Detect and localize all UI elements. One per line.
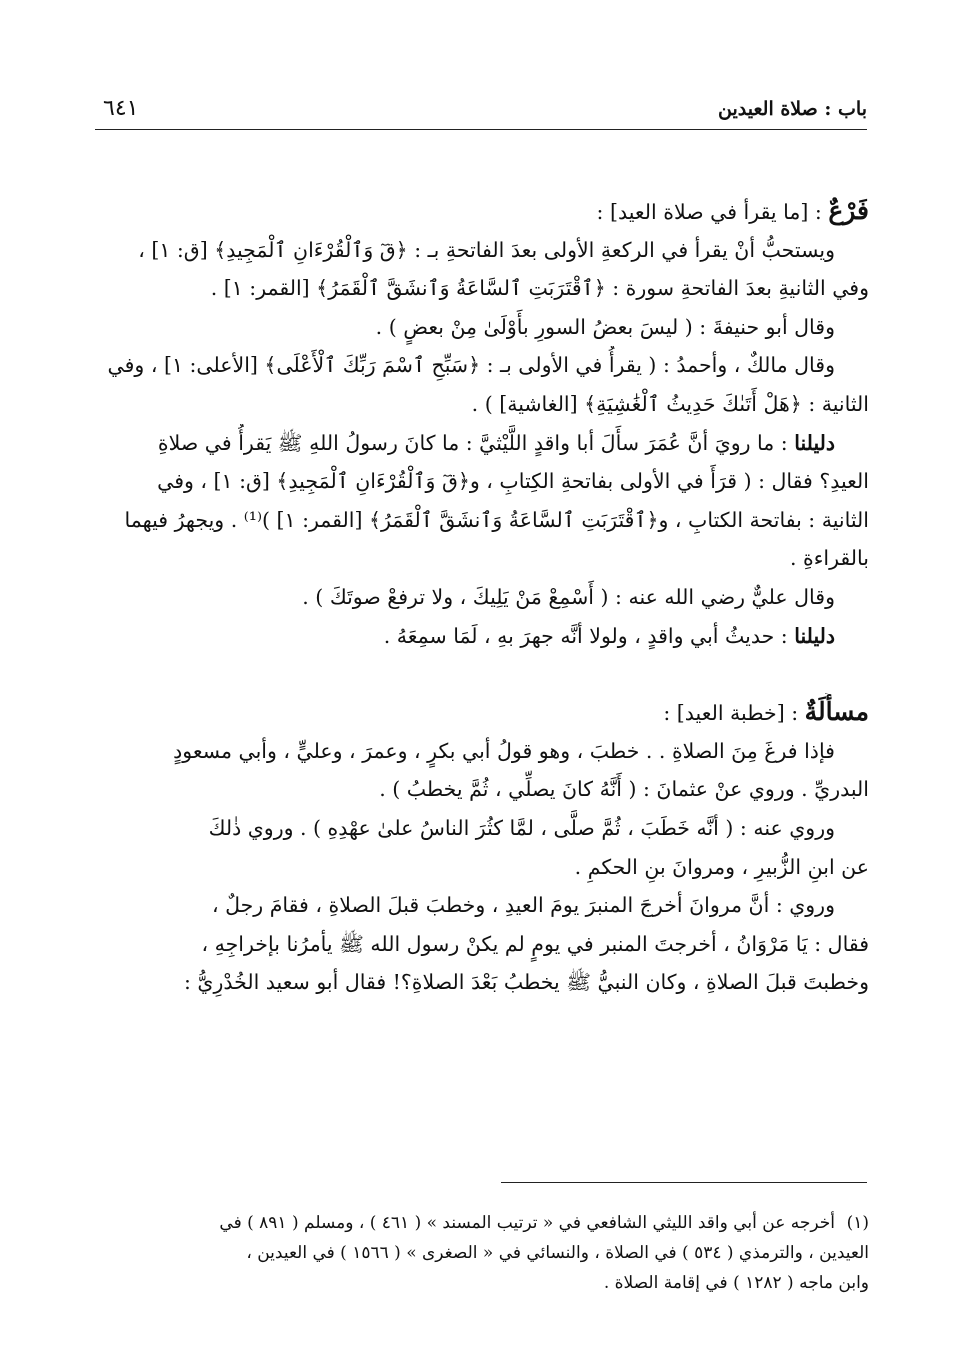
paragraph-line: الثانية : ﴿هَلْ أَتَىٰكَ حَدِيثُ ٱلْغَٰشِيَةِ﴾ [الغاشية] ) . (471, 391, 869, 416)
page-number: ٦٤١ (103, 96, 139, 121)
paragraph-line: ويستحبُّ أنْ يقرأ في الركعةِ الأولى بعدَ الفاتحةِ بـ : ﴿قٓ وَٱلْقُرْءَانِ ٱلْمَجِيدِ﴾ [ق: ١] ، (138, 237, 835, 262)
section-gap (92, 655, 869, 693)
paragraph-line: وخطبتَ قبلَ الصلاةِ ، وكان النبيُّ ﷺ يخطبُ بَعْدَ الصلاةِ؟! فقال أبو سعيد الخُدْرِيُّ : (183, 970, 869, 995)
section-title: : [ما يقرأ في صلاة العيد] : (596, 200, 829, 224)
body-text (92, 192, 869, 1002)
footnote-text: أخرجه عن أبي واقد الليثي الشافعي في « ترتيب المسند » ( ٤٦١ ) ، ومسلم ( ٨٩١ ) في (219, 1213, 835, 1233)
section-keyword: فَرْعٌ (828, 196, 869, 225)
evidence-line (92, 617, 869, 656)
evidence-line (92, 424, 869, 463)
section-heading (92, 192, 869, 231)
evidence-text: : حديثُ أبي واقدٍ ، ولولا أنَّه جهرَ بهِ ، لَمَا سمِعَهُ . (383, 623, 795, 648)
evidence-label: دليلنا (794, 430, 835, 455)
header-rule (95, 129, 867, 130)
paragraph-line: وروي : أنَّ مروانَ أخرجَ المنبرَ يومَ العيدِ ، وخطبَ قبلَ الصلاةِ ، فقامَ رجلٌ ، (211, 893, 835, 918)
footnote-marker: (١) (846, 1213, 869, 1233)
section-keyword: مسأَلَةٌ (804, 697, 869, 727)
evidence-label: دليلنا (794, 623, 835, 648)
footnotes (92, 1208, 869, 1298)
section-heading (92, 693, 869, 732)
paragraph-line: عن ابنِ الزُّبيرِ ، ومروانَ بنِ الحكمِ . (574, 854, 869, 879)
paragraph-line: بالقراءةِ . (790, 546, 869, 571)
footnote-line: وابن ماجه ( ١٢٨٢ ) في إقامة الصلاة . (603, 1273, 869, 1293)
paragraph-line: وقال أبو حنيفةَ : ( ليسَ بعضُ السورِ بأَوْلَىٰ مِنْ بعضٍ ) . (375, 314, 835, 339)
chapter-title: باب : صلاة العيدين (718, 98, 867, 120)
evidence-text: : ما رويَ أنَّ عُمَرَ سأَلَ أبا واقدٍ اللَّيْثيَّ : ما كانَ رسولُ اللهِ ﷺ يَقرأُ في صلاةِ (157, 430, 795, 455)
footnote-separator (501, 1182, 867, 1183)
footnote-line (92, 1208, 869, 1238)
paragraph-line: وقال عليٌّ رضي الله عنه : ( أَسْمِعْ مَنْ يَلِيكَ ، ولا ترفعْ صوتَكَ ) . (302, 584, 835, 609)
paragraph-line: وقال مالكٌ ، وأحمدُ : ( يقرأُ في الأولى بـ : ﴿سَبِّحِ ٱسْمَ رَبِّكَ ٱلْأَعْلَى﴾ [الأعلى: ١] ، وفي (107, 353, 835, 378)
running-header (95, 96, 867, 130)
paragraph-line: الثانية : بفاتحة الكتابِ ، و﴿ٱقْتَرَبَتِ ٱلسَّاعَةُ وَٱنشَقَّ ٱلْقَمَرُ﴾ [القمر: ١] )⁽¹⁾ . ويجهرُ فيهما (124, 507, 869, 532)
paragraph-line: وروي عنه : ( أنَّه خَطَبَ ، ثُمَّ صلَّى ، لمَّا كثُرَ الناسُ علىٰ عهْدِهِ ) . وروي ذٰلكَ (208, 815, 835, 840)
paragraph-line: وفي الثانيةِ بعدَ الفاتحةِ سورة : ﴿ٱقْتَرَبَتِ ٱلسَّاعَةُ وَٱنشَقَّ ٱلْقَمَرُ﴾ [القمر: ١] . (210, 276, 869, 301)
paragraph-line: فإذا فرغَ مِنَ الصلاةِ . . خطبَ ، وهو قولُ أبي بكرٍ ، وعمرَ ، وعليٍّ ، وأبي مسعودٍ (173, 738, 835, 763)
paragraph-line: العيدِ؟ فقال : ( قرَأَ في الأولى بفاتحةِ الكِتابِ ، و﴿قٓ وَٱلْقُرْءَانِ ٱلْمَجِيدِ﴾ [ق: ١] ، وفي (157, 469, 869, 494)
footnote-line: العيدين ، والترمذي ( ٥٣٤ ) في الصلاة ، والنسائي في « الصغرى » ( ١٥٦٦ ) في العيدين ، (246, 1243, 869, 1263)
paragraph-line: فقال : يَا مَرْوَانُ ، أخرجتَ المنبر في يومٍ لم يكنْ رسول الله ﷺ يأمرُنا بإخراجِهِ ، (201, 931, 869, 956)
section-title: : [خطبة العيد] : (663, 701, 805, 726)
paragraph-line: البدريِّ . وروي عنْ عثمانَ : ( أَنَّهُ كانَ يصلِّي ، ثُمَّ يخطبُ ) . (379, 777, 869, 802)
